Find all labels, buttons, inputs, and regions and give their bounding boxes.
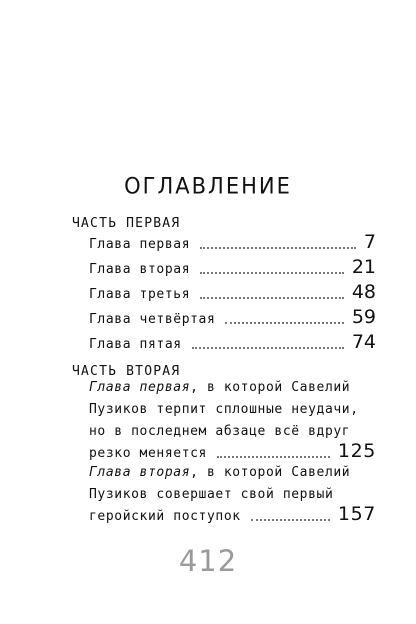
page-ref: 157 xyxy=(337,503,376,525)
dot-leader xyxy=(251,518,330,521)
toc-entry[interactable] xyxy=(89,332,376,352)
dot-leader xyxy=(200,246,356,249)
chapter-label: Глава первая xyxy=(89,237,191,252)
chapter-desc: резко меняется xyxy=(89,446,207,461)
chapter-label: Глава вторая xyxy=(89,262,191,277)
toc-entry-long[interactable] xyxy=(89,373,376,461)
page-ref: 59 xyxy=(351,306,376,328)
page-ref: 7 xyxy=(363,231,376,253)
toc-entry[interactable] xyxy=(89,307,376,327)
toc-entry-long[interactable] xyxy=(89,458,376,524)
page-number: 412 xyxy=(178,544,238,578)
chapter-desc: Пузиков терпит сплошные неудачи, xyxy=(89,402,359,417)
chapter-label: Глава пятая xyxy=(89,337,182,352)
page-ref: 125 xyxy=(337,440,376,462)
page-ref: 74 xyxy=(351,331,376,353)
chapter-desc: геройский поступок xyxy=(89,509,241,524)
toc-entry[interactable] xyxy=(89,232,376,252)
chapter-label: Глава четвёртая xyxy=(89,312,216,327)
toc-entry[interactable] xyxy=(89,282,376,302)
dot-leader xyxy=(225,321,343,324)
dot-leader xyxy=(200,271,344,274)
toc-entry[interactable] xyxy=(89,257,376,277)
page-ref: 21 xyxy=(351,256,376,278)
chapter-label: Глава третья xyxy=(89,287,191,302)
part-two-heading: ЧАСТЬ ВТОРАЯ xyxy=(72,364,181,379)
page-ref: 48 xyxy=(351,281,376,303)
chapter-desc: , в которой Савелий xyxy=(190,465,351,480)
chapter-desc: , в которой Савелий xyxy=(190,380,351,395)
chapter-label-italic: Глава первая xyxy=(89,380,191,395)
part-one-heading: ЧАСТЬ ПЕРВАЯ xyxy=(72,216,181,231)
dot-leader xyxy=(200,296,344,299)
chapter-desc: Пузиков совершает свой первый xyxy=(89,487,334,502)
toc-title: ОГЛАВЛЕНИЕ xyxy=(124,173,292,199)
dot-leader xyxy=(192,346,344,349)
chapter-desc: но в последнем абзаце всё вдруг xyxy=(89,424,351,439)
chapter-label-italic: Глава вторая xyxy=(89,465,191,480)
